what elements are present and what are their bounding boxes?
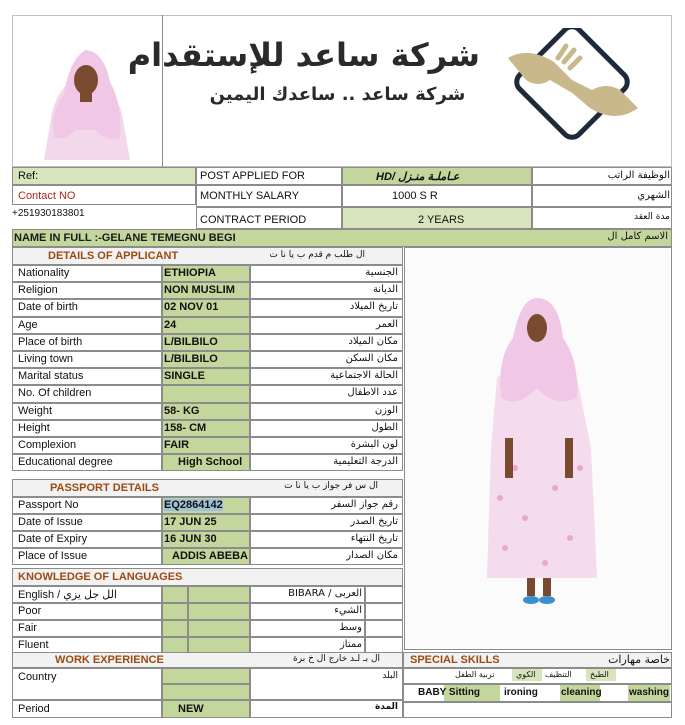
- passport-row-value: ADDIS ABEBA: [172, 550, 248, 562]
- company-name: شركة ساعد للإستقدام: [127, 36, 480, 74]
- contract-ar: مدة العقد: [634, 212, 670, 222]
- applicant-row-value: ETHIOPIA: [164, 267, 216, 279]
- skill-ar-3: الكوي: [516, 670, 536, 679]
- company-logo: [498, 28, 648, 146]
- applicant-row-ar: الطول: [371, 422, 398, 433]
- applicant-row-label: Nationality: [18, 267, 70, 279]
- applicant-row-value: 02 NOV 01: [164, 301, 219, 313]
- skill-washing: washing: [629, 687, 670, 698]
- skill-ar-1: تربية الطفل: [455, 670, 495, 679]
- phone-number: +251930183801: [12, 208, 85, 219]
- passport-row-label: Place of Issue: [18, 550, 88, 562]
- applicant-row-label: Religion: [18, 284, 58, 296]
- passport-section-title: PASSPORT DETAILS: [50, 482, 159, 494]
- applicant-row-label: Marital status: [18, 370, 84, 382]
- salary-value: 1000 S R: [392, 190, 438, 202]
- applicant-row-ar: الحالة الاجتماعية: [330, 370, 398, 381]
- applicant-row-ar: الوزن: [374, 405, 398, 416]
- passport-row-ar: تاريخ الصدر: [350, 516, 398, 527]
- ref-label: Ref:: [18, 170, 39, 182]
- language-extra-cell: [365, 620, 403, 637]
- passport-row-label: Passport No: [18, 499, 79, 511]
- applicant-row-label: Living town: [18, 353, 74, 365]
- applicant-row-label: Weight: [18, 405, 53, 417]
- passport-row-ar: رقم جواز السفر: [331, 499, 398, 510]
- applicant-row-label: No. Of children: [18, 387, 92, 399]
- applicant-row-label: Age: [18, 319, 38, 331]
- applicant-row-value: FAIR: [164, 439, 190, 451]
- post-applied-label: POST APPLIED FOR: [200, 170, 305, 182]
- applicant-row-ar: مكان الميلاد: [348, 336, 398, 347]
- passport-row-ar: مكان الصدار: [346, 550, 398, 561]
- work-period-label: Period: [18, 703, 50, 715]
- applicant-row-ar: الديانة: [372, 284, 398, 295]
- applicant-row-value: L/BILBILO: [164, 336, 218, 348]
- applicant-row-value: SINGLE: [164, 370, 205, 382]
- salary-ar: الشهري: [637, 190, 670, 201]
- language-row-ar: العربى / BIBARA: [288, 588, 362, 599]
- applicant-section-title-ar: ال طلب م قدم ب يا نا ت: [269, 250, 365, 260]
- skill-ar-4: الطبخ: [590, 670, 609, 679]
- language-row-label: Fair: [18, 622, 37, 634]
- salary-label: MONTHLY SALARY: [200, 190, 300, 202]
- passport-row-value: 17 JUN 25: [164, 516, 217, 528]
- contract-value: 2 YEARS: [418, 214, 465, 226]
- work-section-title-ar: ال بـ لـد خارج ال خ برة: [293, 654, 380, 664]
- applicant-section-title: DETAILS OF APPLICANT: [48, 250, 179, 262]
- language-row-label: Fluent: [18, 639, 49, 651]
- applicant-row-value: 24: [164, 319, 177, 331]
- work-section-title: WORK EXPERIENCE: [55, 654, 164, 666]
- language-row-label: Poor: [18, 605, 42, 617]
- applicant-row-value: 58- KG: [164, 405, 200, 417]
- applicant-row-value: L/BILBILO: [164, 353, 218, 365]
- language-check-cell: [162, 603, 188, 620]
- applicant-row-value: High School: [178, 456, 243, 468]
- applicant-photo-full: [404, 247, 672, 650]
- work-period-ar: المدة: [374, 702, 398, 712]
- applicant-row-label: Educational degree: [18, 456, 113, 468]
- language-check-cell: [162, 586, 188, 603]
- passport-row-label: Date of Issue: [18, 516, 83, 528]
- applicant-row-ar: العمر: [376, 319, 398, 330]
- applicant-row-ar: الدرجة التعليمية: [333, 456, 398, 467]
- applicant-row-value: 158- CM: [164, 422, 207, 434]
- work-period-value: NEW: [178, 703, 204, 715]
- language-check-cell: [162, 620, 188, 637]
- applicant-row-ar: مكان السكن: [345, 353, 398, 364]
- contact-label: Contact NO: [18, 190, 76, 202]
- language-extra-cell: [365, 586, 403, 603]
- applicant-row-label: Place of birth: [18, 336, 83, 348]
- passport-row-ar: تاريخ النتهاء: [350, 533, 398, 544]
- post-applied-ar: الوظيفة الراتب: [607, 170, 670, 181]
- language-row-ar: الشيء: [334, 605, 362, 616]
- language-row-ar: وسط: [339, 622, 362, 633]
- skill-baby-sitting: BABY Sitting: [418, 687, 481, 698]
- full-name-ar: الاسم كامل ال: [607, 231, 668, 242]
- skills-section-title: SPECIAL SKILLS: [410, 654, 500, 666]
- applicant-row-value: NON MUSLIM: [164, 284, 235, 296]
- passport-section-title-ar: ال س فر جواز ب يا نا ت: [284, 481, 378, 491]
- applicant-row-ar: الجنسية: [365, 267, 398, 278]
- applicant-row-ar: تاريخ الميلاد: [349, 301, 398, 312]
- skill-ironing: ironing: [504, 687, 538, 698]
- passport-row-value: EQ2864142: [164, 499, 223, 511]
- applicant-row-label: Date of birth: [18, 301, 78, 313]
- applicant-row-ar: عدد الاطفال: [347, 387, 398, 398]
- full-name-text: NAME IN FULL :-GELANE TEMEGNU BEGI: [14, 232, 236, 244]
- passport-row-label: Date of Expiry: [18, 533, 88, 545]
- language-level-cell: [188, 603, 250, 620]
- skill-cleaning: cleaning: [561, 687, 602, 698]
- language-extra-cell: [365, 603, 403, 620]
- work-country-label: Country: [18, 671, 57, 683]
- contract-label: CONTRACT PERIOD: [200, 214, 307, 226]
- language-row-ar: ممتاز: [339, 639, 362, 650]
- applicant-row-label: Complexion: [18, 439, 77, 451]
- passport-row-value: 16 JUN 30: [164, 533, 217, 545]
- applicant-row-label: Height: [18, 422, 50, 434]
- company-slogan: شركة ساعد .. ساعدك اليمين: [209, 84, 466, 105]
- applicant-photo-small: [30, 42, 142, 160]
- applicant-row-value-cell: [162, 385, 250, 403]
- skills-section-title-ar: خاصة مهارات: [608, 653, 670, 666]
- work-country-ar: البلد: [382, 671, 398, 681]
- applicant-row-ar: لون البشرة: [350, 439, 398, 450]
- post-applied-value: HD/ عـاملـة منـزل: [376, 171, 460, 183]
- language-level-cell: [188, 586, 250, 603]
- languages-section-title: KNOWLEDGE OF LANGUAGES: [18, 571, 183, 583]
- full-name: [14, 232, 236, 244]
- skill-ar-2: التنظيف: [545, 670, 572, 679]
- language-row-label: English / الل جل يزي: [18, 589, 117, 601]
- language-level-cell: [188, 620, 250, 637]
